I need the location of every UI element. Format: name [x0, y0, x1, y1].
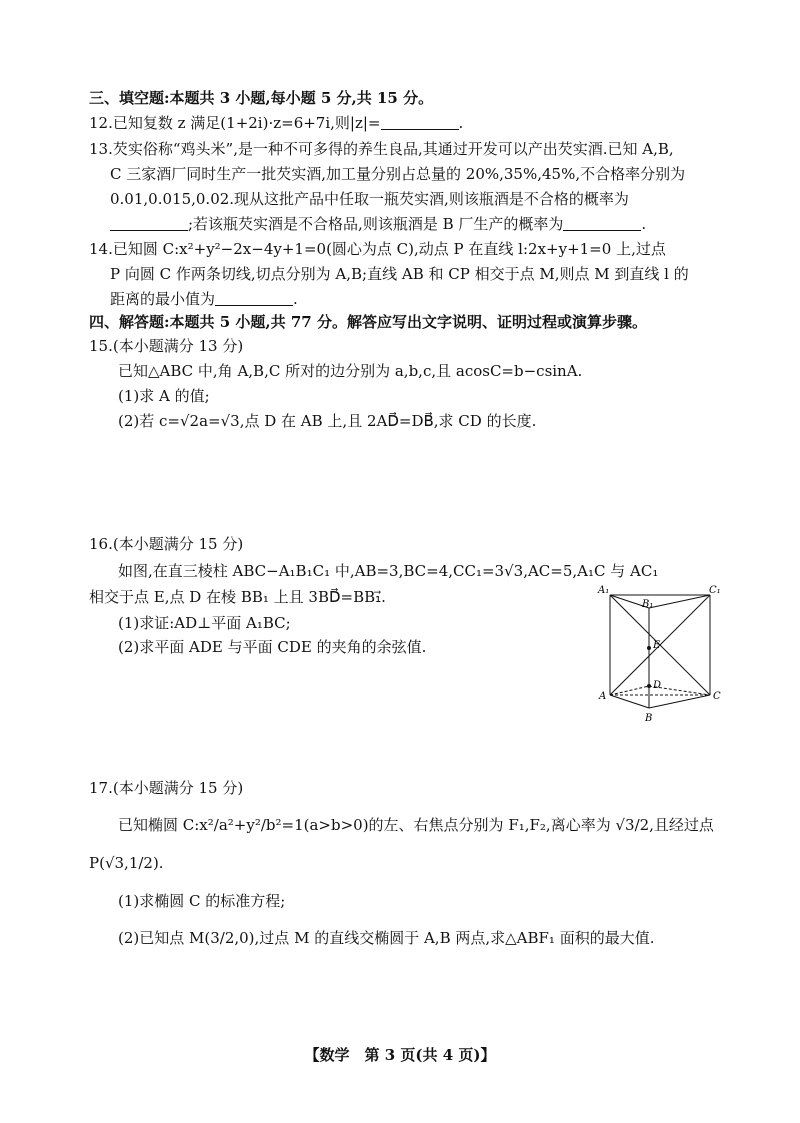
section4-title: 四、解答题:本题共 5 小题,共 77 分。解答应写出文字说明、证明过程或演算步骤。 [89, 313, 647, 331]
question-17-line1: 已知椭圆 C:x²/a²+y²/b²=1(a>b>0)的左、右焦点分别为 F₁,F₂,离心率为 √3/2,且经过点 [118, 816, 714, 834]
label-C: C [713, 691, 721, 702]
question-17-part2: (2)已知点 M(3/2,0),过点 M 的直线交椭圆于 A,B 两点,求△ABF₁ 面积的最大值. [118, 929, 655, 947]
question-15-heading: 15.(本小题满分 13 分) [89, 337, 244, 355]
label-B: B [645, 713, 653, 724]
question-17-line2: P(√3,1/2). [89, 854, 164, 872]
question-16-line1: 如图,在直三棱柱 ABC−A₁B₁C₁ 中,AB=3,BC=4,CC₁=3√3,AC=5,A₁C 与 AC₁ [118, 562, 659, 580]
question-17-heading: 17.(本小题满分 15 分) [89, 779, 244, 797]
label-E: E [653, 640, 661, 651]
question-16-line2: 相交于点 E,点 D 在棱 BB₁ 上且 3BD⃗=BB₁⃗. [89, 588, 386, 606]
question-13-line4: ;若该瓶芡实酒是不合格品,则该瓶酒是 B 厂生产的概率为 . [110, 213, 646, 235]
answer-blank [110, 215, 188, 231]
question-15-part1: (1)求 A 的值; [118, 387, 210, 405]
label-D: D [653, 680, 662, 691]
label-A: A [599, 691, 607, 702]
section3-title: 三、填空题:本题共 3 小题,每小题 5 分,共 15 分。 [89, 89, 434, 107]
prism-figure [595, 580, 725, 725]
label-A1: A₁ [598, 585, 610, 596]
answer-blank [381, 114, 459, 130]
answer-blank [215, 290, 293, 306]
question-14-line1: 14.已知圆 C:x²+y²−2x−4y+1=0(圆心为点 C),动点 P 在直线 l:2x+y+1=0 上,过点 [89, 240, 666, 258]
question-14-line3: 距离的最小值为 . [110, 290, 298, 308]
question-13-line2: C 三家酒厂同时生产一批芡实酒,加工量分别占总量的 20%,35%,45%,不合格率分别为 [110, 165, 686, 183]
answer-blank [563, 215, 641, 231]
question-13-line3: 0.01,0.015,0.02.现从这批产品中任取一瓶芡实酒,则该瓶酒是不合格的概率为 [110, 190, 629, 208]
page-footer: 【数学 第 3 页(共 4 页)】 [304, 1046, 496, 1064]
question-13-line1: 13.芡实俗称“鸡头米”,是一种不可多得的养生良品,其通过开发可以产出芡实酒.已知 A,B, [89, 140, 674, 158]
question-14-line2: P 向圆 C 作两条切线,切点分别为 A,B;直线 AB 和 CP 相交于点 M,则点 M 到直线 l 的 [110, 265, 689, 283]
question-16-part1: (1)求证:AD⊥平面 A₁BC; [118, 614, 291, 632]
question-15-part2: (2)若 c=√2a=√3,点 D 在 AB 上,且 2AD⃗=DB⃗,求 CD 的长度. [118, 412, 537, 430]
label-C1: C₁ [709, 585, 721, 596]
question-15-line1: 已知△ABC 中,角 A,B,C 所对的边分别为 a,b,c,且 acosC=b−csinA. [118, 362, 583, 380]
question-16-part2: (2)求平面 ADE 与平面 CDE 的夹角的余弦值. [118, 638, 427, 656]
label-B1: B₁ [642, 599, 654, 610]
question-17-part1: (1)求椭圆 C 的标准方程; [118, 892, 286, 910]
question-16-heading: 16.(本小题满分 15 分) [89, 535, 244, 553]
question-12: 12.已知复数 z 满足(1+2i)·z=6+7i,则|z|= . [89, 114, 464, 132]
